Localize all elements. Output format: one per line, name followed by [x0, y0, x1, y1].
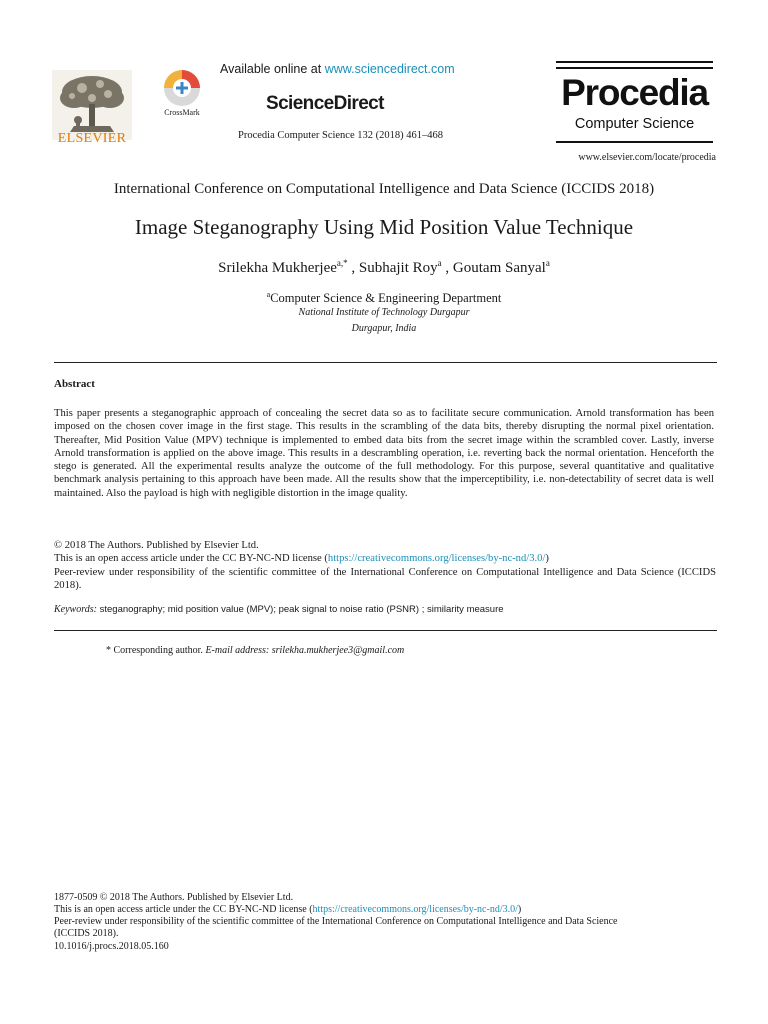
elsevier-wordmark: ELSEVIER: [57, 131, 127, 146]
keywords-label: Keywords:: [54, 604, 97, 615]
journal-reference: Procedia Computer Science 132 (2018) 461–468: [238, 130, 443, 141]
available-online-line: [220, 62, 540, 76]
conference-name: International Conference on Computational Intelligence and Data Science (ICCIDS 2018): [113, 181, 655, 197]
header-divider: [54, 362, 717, 363]
sciencedirect-link[interactable]: www.sciencedirect.com: [324, 62, 455, 76]
procedia-bottom-rule: [556, 141, 713, 143]
procedia-url[interactable]: www.elsevier.com/locate/procedia: [578, 152, 716, 163]
author-list: [0, 258, 768, 277]
footer-oa-prefix: This is an open access article under the CC BY-NC-ND license (: [54, 904, 313, 915]
footer-peer-review-2: (ICCIDS 2018).: [54, 928, 119, 939]
keywords-line: [54, 604, 714, 615]
crossmark-label: CrossMark: [164, 108, 200, 117]
email-address[interactable]: srilekha.mukherjee3@gmail.com: [269, 645, 405, 656]
abstract-divider: [54, 630, 717, 631]
affiliation-institute: National Institute of Technology Durgapur: [298, 307, 470, 318]
procedia-word: Procedia: [561, 72, 708, 113]
procedia-top-rule-2: [556, 67, 713, 69]
author-sup: a: [545, 258, 550, 268]
affiliation-dept-text: Computer Science & Engineering Department: [270, 291, 502, 306]
procedia-top-rule: [556, 61, 713, 63]
corresponding-author: [106, 645, 404, 656]
oa-suffix: ): [545, 553, 549, 564]
affiliation-city: Durgapur, India: [351, 323, 417, 334]
email-label: E-mail address:: [205, 645, 270, 656]
paper-title: Image Steganography Using Mid Position Value Technique: [134, 215, 634, 239]
affiliation-dept: [0, 290, 768, 306]
footer-doi[interactable]: 10.1016/j.procs.2018.05.160: [54, 941, 169, 952]
author-separator: ,: [441, 260, 453, 276]
footer-license-link[interactable]: https://creativecommons.org/licenses/by-nc-nd/3.0/: [312, 904, 518, 915]
license-link[interactable]: https://creativecommons.org/licenses/by-nc-nd/3.0/: [327, 553, 546, 564]
author-name: Goutam Sanyal: [452, 260, 546, 276]
copyright-line: © 2018 The Authors. Published by Elsevier Ltd.: [54, 540, 259, 551]
oa-prefix: This is an open access article under the CC BY-NC-ND license (: [54, 553, 328, 564]
footer-oa-suffix: ): [517, 904, 522, 915]
author-name: Subhajit Roy: [358, 260, 438, 276]
procedia-subtitle: Computer Science: [574, 116, 695, 132]
footer-open-access: [54, 904, 734, 916]
author-sup: a: [437, 258, 442, 268]
affiliation-sup: a: [266, 290, 271, 299]
author-sup: a,*: [336, 258, 348, 268]
open-access-line: [54, 552, 724, 565]
author-separator: ,: [347, 260, 359, 276]
corresp-prefix: * Corresponding author.: [106, 645, 206, 656]
footer-peer-review: Peer-review under responsibility of the scientific committee of the International Conference on Computational Intelligence and Data Science: [54, 916, 618, 927]
sciencedirect-title: ScienceDirect: [266, 93, 384, 114]
available-prefix: Available online at: [220, 62, 325, 76]
peer-review-line: Peer-review under responsibility of the scientific committee of the International Conference on Computational Intelligence and Data Science (ICCIDS 2018).: [54, 567, 716, 592]
keywords-text: steganography; mid position value (MPV); peak signal to noise ratio (PSNR) ; similarity measure: [96, 604, 504, 615]
author-name: Srilekha Mukherjee: [218, 260, 337, 276]
abstract-text: This paper presents a steganographic approach of concealing the secret data so as to facilitate secure communication. Arnold transformation has been imposed on the chosen cover image in the first stage. This results in the scrambling of the data bits, thereby disrupting the normal pixel orientation. Thereafter, Mid Position Value (MPV) technique is implemented to embed data bits from the secret image within the scrambled cover. Lastly, inverse Arnold transformation is applied on the above image. This results in a descrambling operation, i.e. reverting back the normal orientation. Henceforth the stego is generated. All the experimental results analyze the outcome of the full methodology. For this purpose, several quantitative and qualitative benchmark analysis pertaining to this approach have been made. All the results show that the imperceptibility, i.e. non-detectability of secret data is well maintained. Also the payload is high with negligible distortion in the image quality.: [54, 408, 714, 499]
footer-issn: 1877-0509 © 2018 The Authors. Published by Elsevier Ltd.: [54, 892, 294, 903]
abstract-heading: Abstract: [54, 378, 95, 390]
procedia-logo: [556, 61, 713, 147]
